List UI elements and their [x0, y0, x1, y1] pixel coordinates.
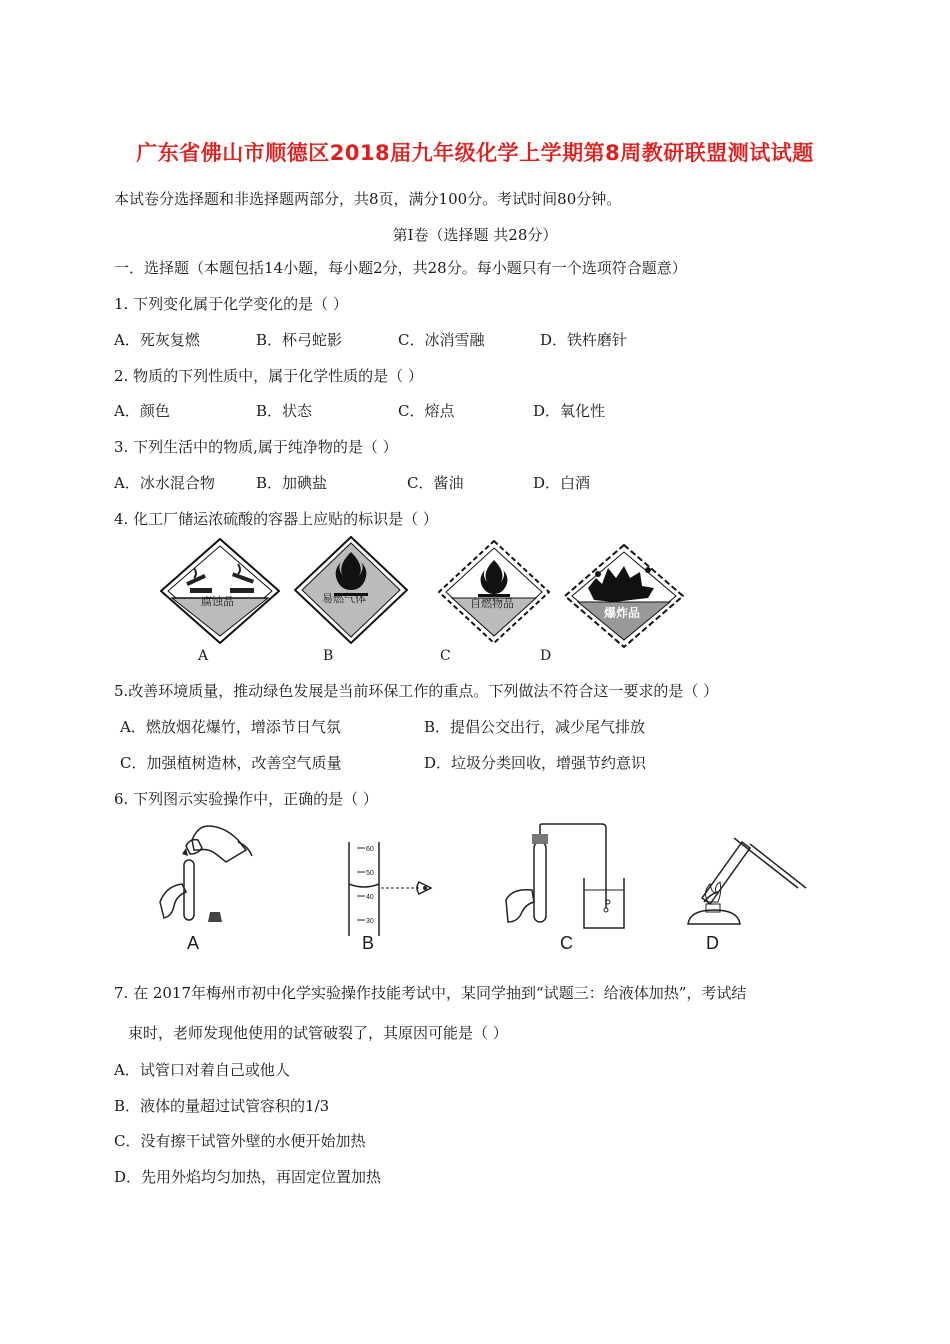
q1-stem: 1. 下列变化属于化学变化的是（ ） [114, 295, 348, 313]
tick-30: 30 [366, 918, 374, 925]
q7-option-a: A．试管口对着自己或他人 [114, 1061, 290, 1079]
q7-option-b: B．液体的量超过试管容积的1/3 [114, 1097, 330, 1115]
page-title: 广东省佛山市顺德区2018届九年级化学上学期第8周教研联盟测试试题 [136, 141, 814, 165]
q2-option-b: B．状态 [256, 402, 313, 420]
heating-tube-figure [680, 828, 810, 938]
q1-option-d: D．铁杵磨针 [540, 331, 628, 349]
q5-option-b: B．提倡公交出行，减少尾气排放 [424, 718, 646, 736]
q6-letter-d: D [706, 933, 719, 953]
q4-letter-b: B [323, 648, 334, 664]
sign-label-corrosive: 腐蚀品 [201, 595, 234, 608]
q5-option-d: D．垃圾分类回收，增强节约意识 [424, 754, 647, 772]
q5-stem: 5.改善环境质量，推动绿色发展是当前环保工作的重点。下列做法不符合这一要求的是（ ） [114, 682, 719, 700]
q3-option-b: B．加碘盐 [256, 474, 328, 492]
tick-50: 50 [366, 870, 374, 877]
q7-stem-line1: 7. 在 2017年梅州市初中化学实验操作技能考试中，某同学抽到“试题三：给液体加热”，考试结 [114, 984, 747, 1002]
section1-header: 一．选择题（本题包括14小题，每小题2分，共28分。每小题只有一个选项符合题意） [114, 259, 687, 277]
sign-label-flammable-gas: 易燃气体 [322, 592, 366, 605]
corrosive-sign [160, 538, 280, 644]
tick-60: 60 [366, 846, 374, 853]
part1-header: 第Ⅰ卷（选择题 共28分） [392, 226, 558, 244]
q5-option-c: C．加强植树造林，改善空气质量 [120, 754, 342, 772]
q4-letter-c: C [440, 648, 451, 664]
q4-letter-a: A [198, 648, 209, 664]
q6-letter-c: C [560, 933, 573, 953]
q2-option-c: C．熔点 [398, 402, 455, 420]
q6-stem: 6. 下列图示实验操作中，正确的是（ ） [114, 790, 378, 808]
q4-stem: 4. 化工厂储运浓硫酸的容器上应贴的标识是（ ） [114, 510, 438, 528]
q1-option-b: B．杯弓蛇影 [256, 331, 343, 349]
q1-option-c: C．冰消雪融 [398, 331, 485, 349]
q2-option-d: D．氧化性 [533, 402, 606, 420]
q7-stem-line2: 束时，老师发现他使用的试管破裂了，其原因可能是（ ） [128, 1024, 508, 1042]
q6-letter-a: A [187, 933, 200, 953]
q1-option-a: A．死灰复燃 [114, 331, 200, 349]
sign-label-spontaneous-combustion: 自燃物品 [470, 597, 514, 610]
tick-40: 40 [366, 894, 374, 901]
q7-option-d: D．先用外焰均匀加热，再固定位置加热 [114, 1168, 382, 1186]
q3-option-d: D．白酒 [533, 474, 591, 492]
sign-label-explosive: 爆炸品 [604, 606, 641, 620]
explosive-sign [564, 544, 684, 648]
airtightness-check-figure [492, 822, 632, 937]
cylinder-reading-figure [335, 838, 455, 938]
spontaneous-combustion-sign [438, 540, 550, 644]
q7-option-c: C．没有擦干试管外壁的水便开始加热 [114, 1132, 366, 1150]
intro-text: 本试卷分选择题和非选择题两部分，共8页，满分100分。考试时间80分钟。 [114, 190, 622, 208]
q6-letter-b: B [362, 933, 375, 953]
q4-letter-d: D [540, 648, 552, 664]
pouring-liquid-figure [150, 822, 260, 932]
q3-option-c: C．酱油 [407, 474, 464, 492]
q3-option-a: A．冰水混合物 [114, 474, 215, 492]
q2-stem: 2. 物质的下列性质中，属于化学性质的是（ ） [114, 367, 423, 385]
q5-option-a: A．燃放烟花爆竹，增添节日气氛 [120, 718, 341, 736]
q3-stem: 3. 下列生活中的物质,属于纯净物的是（ ） [114, 438, 398, 456]
q2-option-a: A．颜色 [114, 402, 170, 420]
